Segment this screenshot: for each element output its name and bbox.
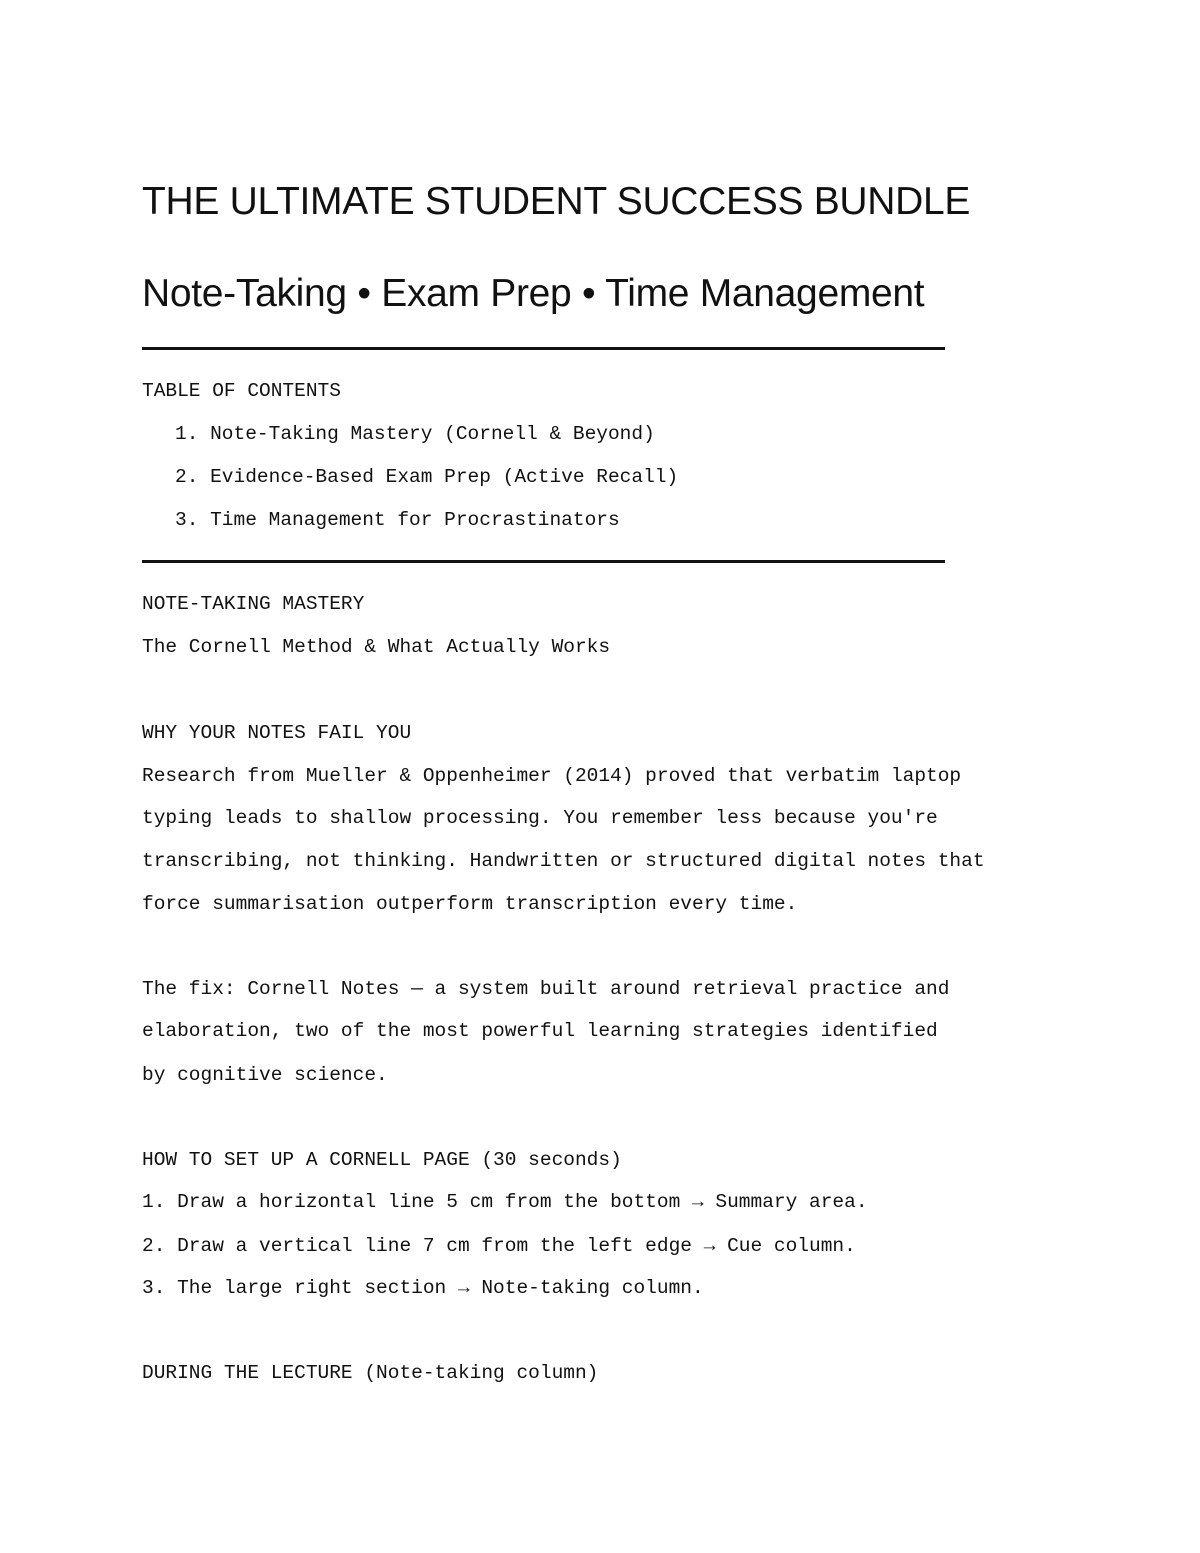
toc-item-note-taking: 1. Note-Taking Mastery (Cornell & Beyond) xyxy=(175,423,655,445)
section-heading: NOTE-TAKING MASTERY xyxy=(142,593,365,615)
horizontal-divider xyxy=(142,347,945,350)
fix-paragraph-line: elaboration, two of the most powerful learning strategies identified xyxy=(142,1020,938,1042)
lecture-heading: DURING THE LECTURE (Note-taking column) xyxy=(142,1362,599,1384)
why-paragraph-line: transcribing, not thinking. Handwritten or structured digital notes that xyxy=(142,850,985,872)
setup-step: 3. The large right section → Note-taking column. xyxy=(142,1277,704,1299)
setup-heading: HOW TO SET UP A CORNELL PAGE (30 seconds) xyxy=(142,1149,622,1171)
document-title: THE ULTIMATE STUDENT SUCCESS BUNDLE xyxy=(142,180,971,223)
why-paragraph-line: force summarisation outperform transcription every time. xyxy=(142,893,798,915)
toc-heading: TABLE OF CONTENTS xyxy=(142,380,341,402)
fix-paragraph-line: The fix: Cornell Notes — a system built around retrieval practice and xyxy=(142,978,950,1000)
fix-paragraph-line: by cognitive science. xyxy=(142,1064,388,1086)
document-subtitle: Note-Taking • Exam Prep • Time Management xyxy=(142,272,925,315)
why-paragraph-line: Research from Mueller & Oppenheimer (2014) proved that verbatim laptop xyxy=(142,765,962,787)
why-heading: WHY YOUR NOTES FAIL YOU xyxy=(142,722,412,744)
toc-item-exam-prep: 2. Evidence-Based Exam Prep (Active Recall) xyxy=(175,466,679,488)
section-subheading: The Cornell Method & What Actually Works xyxy=(142,636,611,658)
horizontal-divider xyxy=(142,560,945,563)
setup-step: 2. Draw a vertical line 7 cm from the left edge → Cue column. xyxy=(142,1235,856,1257)
why-paragraph-line: typing leads to shallow processing. You remember less because you're xyxy=(142,807,938,829)
setup-step: 1. Draw a horizontal line 5 cm from the bottom → Summary area. xyxy=(142,1191,868,1213)
toc-item-time-management: 3. Time Management for Procrastinators xyxy=(175,509,620,531)
